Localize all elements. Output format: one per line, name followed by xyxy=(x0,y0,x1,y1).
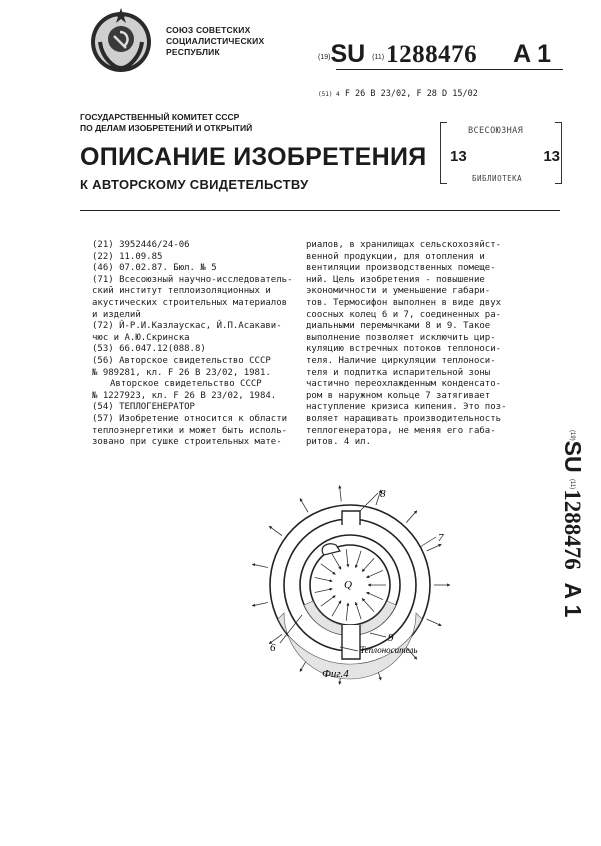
issuing-state-line: РЕСПУБЛИК xyxy=(166,47,220,57)
abstract-line: выполнение позволяет исключить цир- xyxy=(306,332,496,343)
inner-notch xyxy=(322,544,340,555)
heat-arrow-in xyxy=(362,558,374,571)
heat-arrow-in xyxy=(315,589,333,593)
biblio-line: (56) Авторское свидетельство СССР xyxy=(92,355,271,366)
abstract-line: теля и подпитка испарительной зоны xyxy=(306,367,491,378)
abstract-line: венной продукции, для отопления и xyxy=(306,251,485,262)
label-7: 7 xyxy=(438,532,444,544)
ipc-classes xyxy=(318,89,478,99)
biblio-line: (22) 11.09.85 xyxy=(92,251,163,262)
abstract-line: наступление кризиса кипения. Это поз- xyxy=(306,402,507,413)
heat-arrow-in xyxy=(315,578,333,582)
issuing-state-line: СОЦИАЛИСТИЧЕСКИХ xyxy=(166,36,265,46)
figure-4-drawing xyxy=(250,485,560,685)
stamp-left-number: 13 xyxy=(450,148,467,165)
abstract-line: воляет наращивать производительность xyxy=(306,413,502,424)
vertical-tag-11: (11) xyxy=(569,479,575,490)
state-committee xyxy=(80,112,252,134)
heat-arrow-in xyxy=(332,554,341,570)
biblio-line: чюс и А.Ю.Скринска xyxy=(92,332,190,343)
abstract-line: ром в наружном кольце 7 затягивает xyxy=(306,390,491,401)
vertical-tag-19: (19) xyxy=(569,430,575,441)
heat-arrow-out xyxy=(300,498,308,512)
abstract-line: риалов, в хранилищах сельскохозяйст- xyxy=(306,240,502,250)
header-rule xyxy=(336,69,563,70)
heat-arrow-in xyxy=(362,598,374,611)
vertical-patent-number xyxy=(556,430,592,700)
abstract-line: экономичности и уменьшение габари- xyxy=(306,286,491,297)
biblio-line: № 1227923, кл. F 26 B 23/02, 1984. xyxy=(92,390,277,401)
heat-arrow-out xyxy=(252,602,268,605)
label-Q: Q xyxy=(344,579,352,591)
biblio-line: ский институт теплоизоляционных и xyxy=(92,286,271,297)
issuing-state-line: СОЮЗ СОВЕТСКИХ xyxy=(166,25,251,35)
biblio-line: (21) 3952446/24-06 xyxy=(92,240,190,250)
library-stamp xyxy=(440,122,562,190)
biblio-line: акустических строительных материалов xyxy=(92,297,288,308)
ipc-values: F 26 B 23/02, F 28 D 15/02 xyxy=(344,89,478,99)
ussr-emblem xyxy=(86,6,156,76)
label-6: 6 xyxy=(270,642,276,654)
biblio-line: Авторское свидетельство СССР xyxy=(110,379,262,390)
bibliographic-data xyxy=(92,240,307,449)
committee-line: ГОСУДАРСТВЕННЫЙ КОМИТЕТ СССР xyxy=(80,112,240,122)
heat-arrow-out xyxy=(427,544,442,551)
biblio-line: теплоэнергетики и может быть исполь- xyxy=(92,425,288,436)
committee-line: ПО ДЕЛАМ ИЗОБРЕТЕНИЙ И ОТКРЫТИЙ xyxy=(80,123,253,133)
stamp-top-text: ВСЕСОЮЗНАЯ xyxy=(468,126,524,136)
leader-9 xyxy=(370,633,386,637)
heat-arrow-in xyxy=(366,592,382,599)
vertical-kind: A 1 xyxy=(560,582,586,618)
document-title: ОПИСАНИЕ ИЗОБРЕТЕНИЯ xyxy=(80,143,427,171)
abstract-line: тов. Термосифон выполнен в виде двух xyxy=(306,297,502,308)
heat-arrow-out xyxy=(427,619,442,626)
heat-arrow-in xyxy=(356,551,362,568)
abstract-line: теля. Наличие циркуляции теплоноси- xyxy=(306,355,496,366)
patent-number-header xyxy=(318,40,551,69)
label-heat-carrier: Теплоноситель xyxy=(360,645,418,655)
radial-bridge-9 xyxy=(342,625,360,659)
biblio-line: зовано при сушке строительных мате- xyxy=(92,437,282,448)
abstract-line: ритов. 4 ил. xyxy=(306,437,372,448)
heat-arrow-in xyxy=(356,602,362,619)
tag-11: (11) xyxy=(372,54,385,61)
heat-arrow-out xyxy=(406,511,417,523)
country-code: SU xyxy=(330,40,366,68)
biblio-line: (54) ТЕПЛОГЕНЕРАТОР xyxy=(92,402,195,413)
heat-arrow-out xyxy=(269,526,282,535)
biblio-line: и изделий xyxy=(92,309,141,320)
document-subtitle: К АВТОРСКОМУ СВИДЕТЕЛЬСТВУ xyxy=(80,177,309,192)
label-9: 9 xyxy=(388,632,394,644)
biblio-line: (53) 66.047.12(088.8) xyxy=(92,344,206,355)
heat-arrow-in xyxy=(346,603,348,621)
radial-bridge-8 xyxy=(342,511,360,525)
section-rule xyxy=(80,210,560,211)
vertical-number: 1288476 xyxy=(560,489,585,570)
heat-arrow-in xyxy=(366,570,382,577)
heat-arrow-in xyxy=(346,549,348,567)
biblio-line: (71) Всесоюзный научно-исследователь- xyxy=(92,274,293,285)
heat-arrow-in xyxy=(321,564,336,575)
tag-19: (19) xyxy=(318,54,331,61)
abstract-line: диальными перемычками 8 и 9. Такое xyxy=(306,321,491,332)
abstract-line: соосных колец 6 и 7, соединенных ра- xyxy=(306,309,502,320)
label-8: 8 xyxy=(380,488,386,500)
abstract-line: ний. Цель изобретения - повышение xyxy=(306,274,485,285)
vertical-country: SU xyxy=(560,440,586,473)
document-kind: A 1 xyxy=(513,40,552,68)
biblio-line: № 989281, кл. F 26 B 23/02, 1981. xyxy=(92,367,271,378)
stamp-bottom-text: БИБЛИОТЕКА xyxy=(472,174,523,183)
biblio-line: (72) Й-Р.И.Казлаускас, Й.П.Асакави- xyxy=(92,321,282,332)
ipc-tag: (51) 4 xyxy=(318,91,340,98)
leader-7 xyxy=(420,537,436,547)
stamp-right-number: 13 xyxy=(543,148,560,165)
abstract-continuation xyxy=(306,240,552,449)
abstract-line: вентиляции производственных помеще- xyxy=(306,263,496,274)
heat-arrow-out xyxy=(252,564,268,567)
patent-number: 1288476 xyxy=(386,41,478,68)
stamp-bracket-left xyxy=(440,122,447,184)
abstract-line: частично переохлажденным конденсато- xyxy=(306,379,502,390)
figure-caption: Фиг.4 xyxy=(322,668,349,680)
heat-arrow-out xyxy=(340,486,342,502)
biblio-line: (46) 07.02.87. Бюл. № 5 xyxy=(92,263,217,274)
heat-arrow-in xyxy=(321,596,336,607)
heat-arrow-in xyxy=(332,601,341,617)
abstract-line: куляцию встречных потоков теплоноси- xyxy=(306,344,502,355)
issuing-state xyxy=(166,25,264,58)
biblio-line: (57) Изобретение относится к области xyxy=(92,413,288,424)
abstract-line: теплогенератора, не меняя его габа- xyxy=(306,425,496,436)
